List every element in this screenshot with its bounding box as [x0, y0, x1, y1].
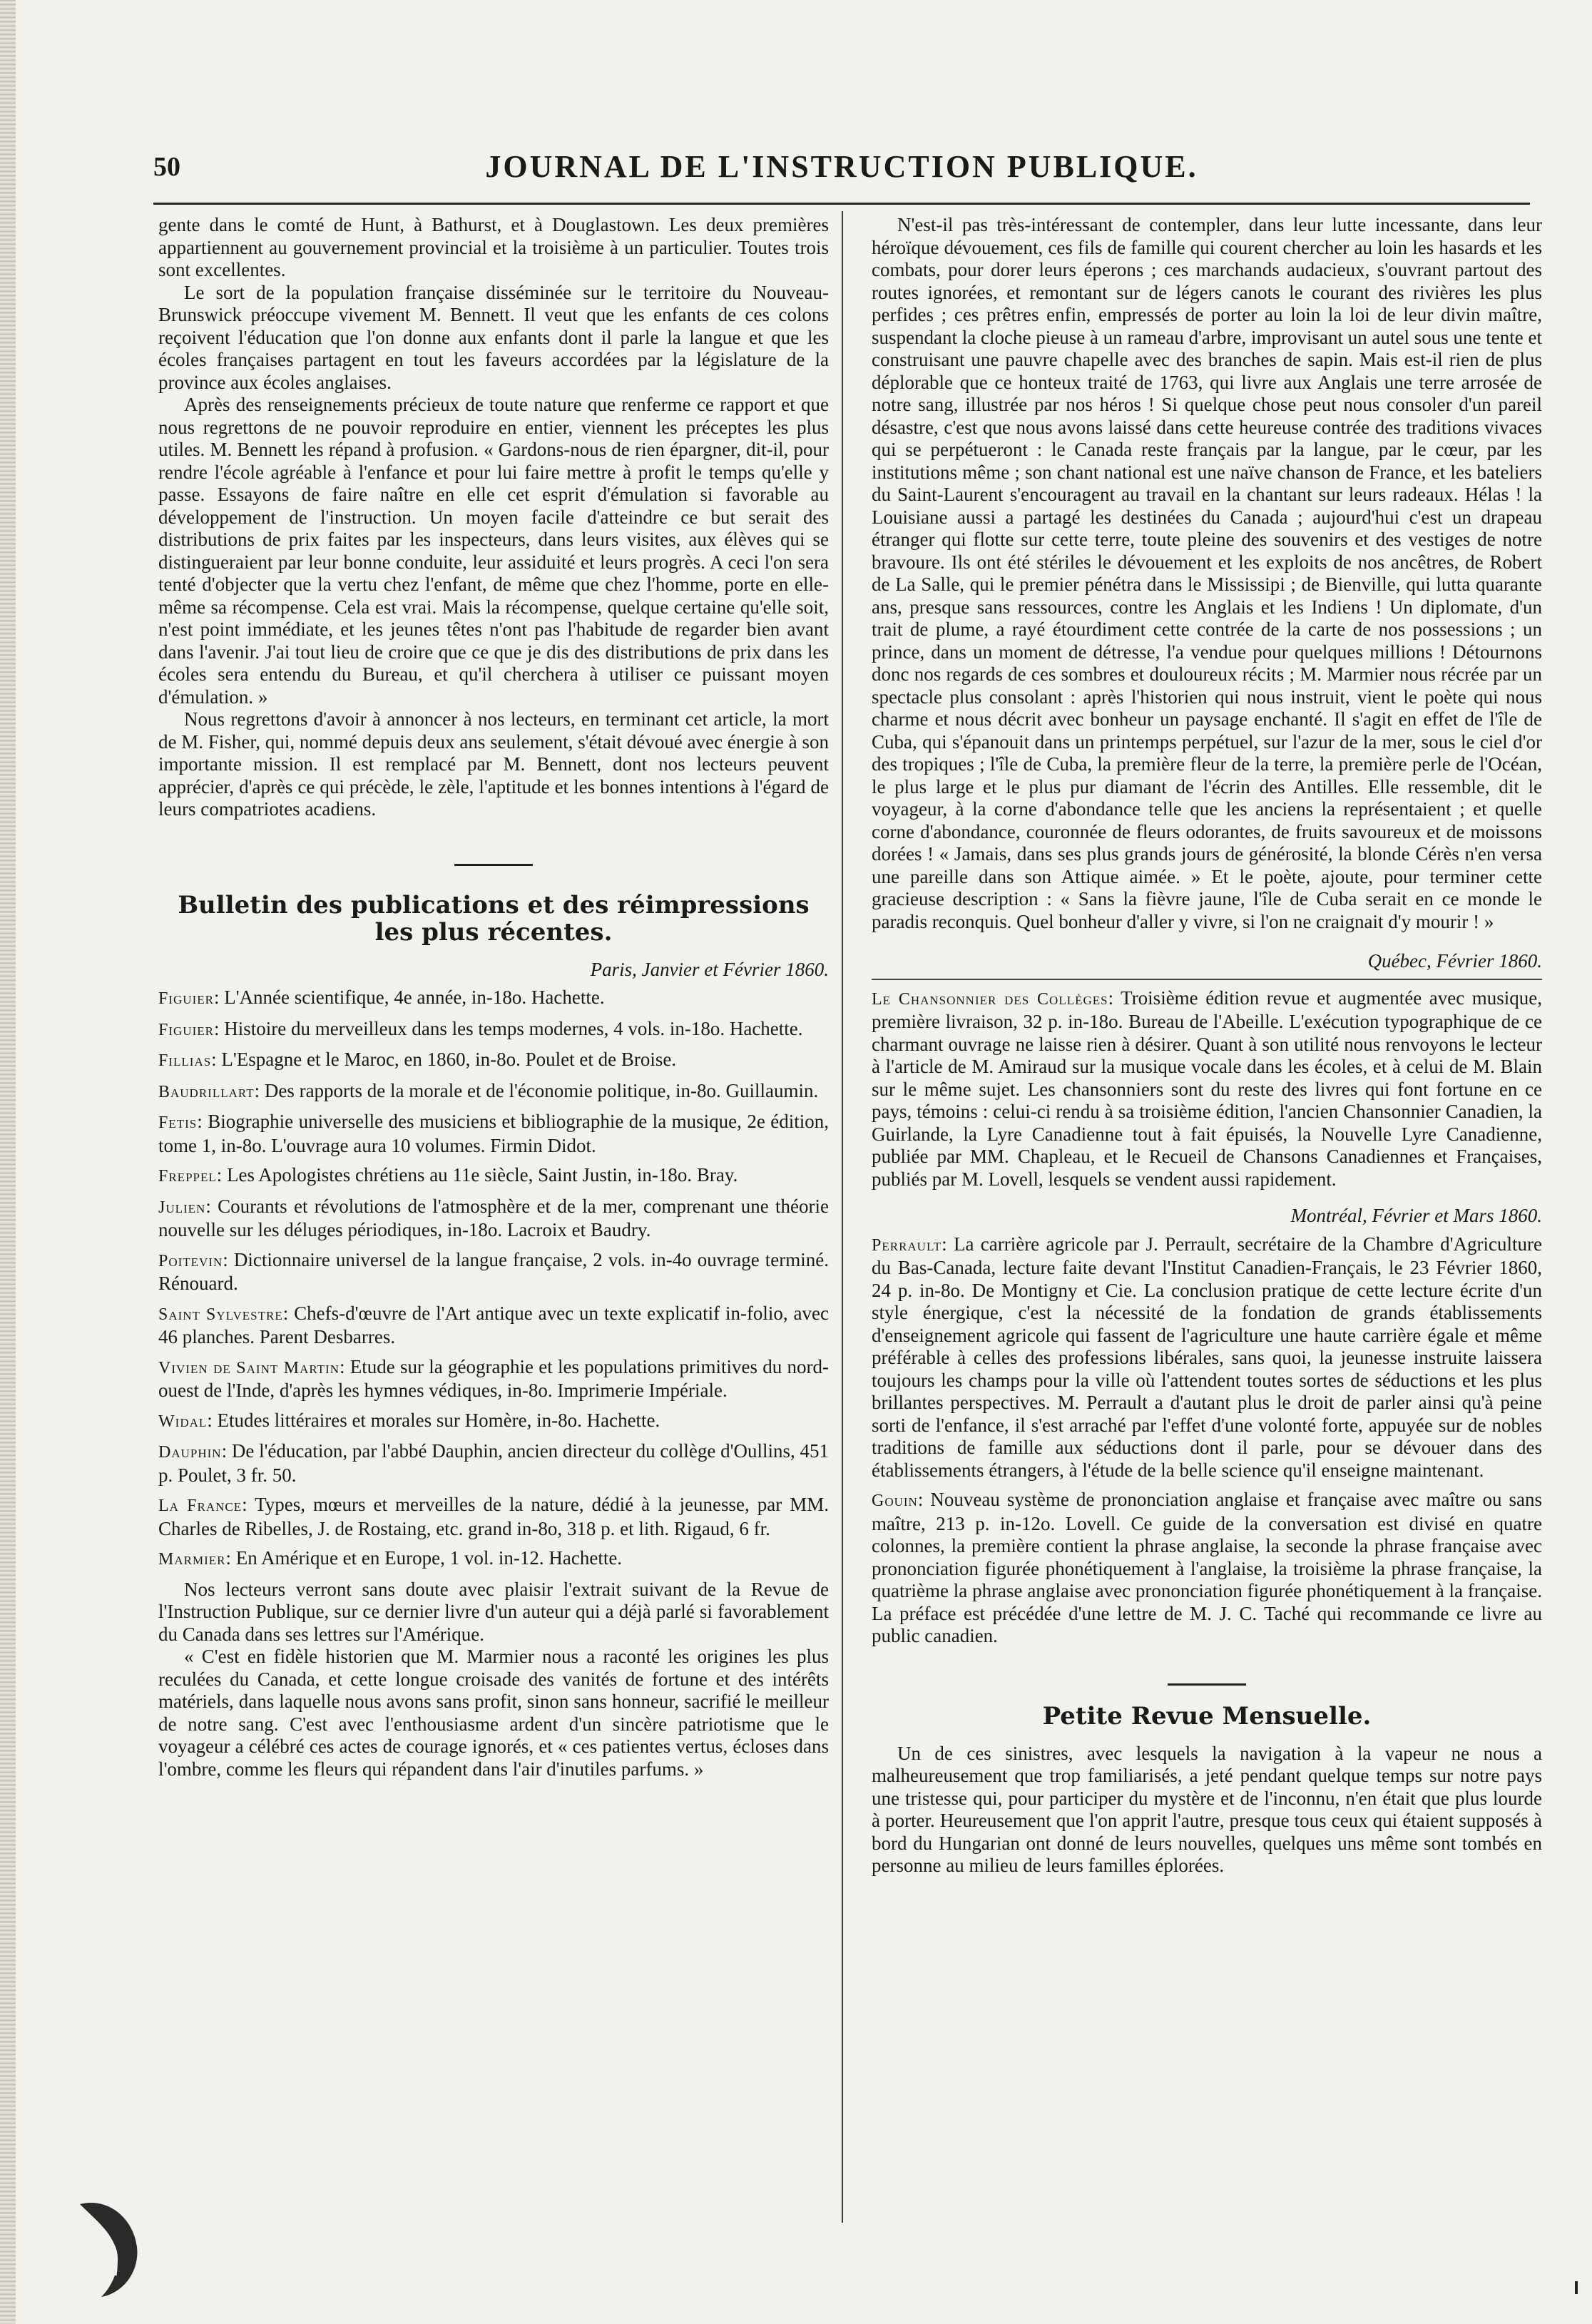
page-corner-mark	[1575, 2281, 1578, 2294]
dateline-rule	[872, 979, 1542, 980]
entry-text: : Chefs-d'œuvre de l'Art antique avec un texte explicatif in-folio, avec 46 planches. Parent Desbarres.	[158, 1302, 829, 1347]
entry-text: : Courants et révolutions de l'atmosphère et de la mer, comprenant une théorie nouvelle sur les déluges périodiques, in-18o. Lacroix et Baudry.	[158, 1195, 829, 1240]
entry-author: Dauphin	[158, 1443, 222, 1462]
entry-author: Widal	[158, 1412, 208, 1431]
page-binding-edge	[0, 0, 16, 2324]
entry-author: Julien	[158, 1198, 206, 1217]
entry-author: La France	[158, 1497, 243, 1515]
entry-author: Baudrillart	[158, 1082, 255, 1101]
entry-text: : Types, mœurs et merveilles de la nature, dédié à la jeunesse, par MM. Charles de Ribelles, J. de Rostaing, etc. grand in-8o, 318 p. et lith. Rigaud, 6 fr.	[158, 1494, 829, 1539]
entry-author: Perrault	[872, 1235, 942, 1255]
entry-text: : Histoire du merveilleux dans les temps modernes, 4 vols. in-18o. Hachette.	[213, 1017, 803, 1039]
bulletin-entry	[158, 1111, 829, 1157]
entry-text: : Troisième édition revue et augmentée avec musique, première livraison, 32 p. in-18o. Bureau de l'Abeille. L'exécution typographique de ce charmant ouvrage ne laisse rien à désirer. Quant à son utilité nous renvoyons le lecteur à l'article de M. Amiraud sur la musique vocale dans les écoles, et à celui de M. Blain sur le même sujet. Les chansonniers sont du reste des livres qui font fortune en ce pays, témoins : celui-ci rendu à sa troisième édition, l'ancien Chansonnier Canadien, la Guirlande, la Lyre Canadienne tout à fait épuisés, la Nouvelle Lyre Canadienne, publiée par MM. Chapleau, et le Recueil de Chansons Canadiennes et Françaises, publiés par M. Lovell, lesquels se vendent aussi rapidement.	[872, 987, 1542, 1190]
right-column	[872, 214, 1542, 2211]
entry-author: Gouin	[872, 1492, 918, 1510]
montreal-dateline: Montréal, Février et Mars 1860.	[1290, 1205, 1542, 1226]
bulletin-entry	[872, 1233, 1542, 1482]
page-header	[153, 143, 1530, 193]
revue-heading: Petite Revue Mensuelle.	[1042, 1701, 1372, 1731]
bulletin-entry	[158, 1164, 829, 1188]
entry-author: Le Chansonnier des Collèges	[872, 989, 1108, 1009]
article-paragraph: N'est-il pas très-intéressant de contempler, dans leur lutte incessante, dans leur héroïque dévouement, ces fils de famille qui courent chercher au loin les hasards et les combats, pour dorer leurs éperons ; ces marchands audacieux, s'ouvrant partout des routes ignorées, et remontant sur de légers canots le courant des rivières les plus perfides ; ces prêtres enfin, empressés de porter au loin la loi de leur divin maître, suspendant la cloche pieuse à un rameau d'arbre, improvisant un autel sous une tente et construisant une pauvre chapelle avec des branches de sapin. Mais est-il rien de plus déplorable que ce honteux traité de 1763, qui livre aux Anglais une terre arrosée de notre sang, illustrée par nos héros ! Si quelque chose peut nous consoler d'un pareil désastre, c'est que nous avons laissé dans cette heureuse contrée des traditions vivaces qui se perpétueront : le Canada reste français par la langue, par le cœur, par les institutions même ; son chant national est une naïve chanson de France, et les bateliers du Saint-Laurent s'encouragent au travail en la chantant sur leurs radeaux. Hélas ! la Louisiane aussi a partagé les destinées du Canada ; aujourd'hui c'est un drapeau étranger qui flotte sur cette terre, toute pleine des souvenirs et des vestiges de notre bravoure. Ils ont été stériles le dévouement et les exploits de nos ancêtres, de Robert de La Salle, qui le premier pénétra dans le Mississipi ; de Bienville, qui lutta quarante ans, presque sans ressources, contre les Anglais et les Indiens ! Un diplomate, d'un trait de plume, a rayé étourdiment cette contrée de la carte de nos possessions ; un prince, dans un moment de détresse, l'a vendue pour quelques millions ! Détournons donc nos regards de ces sombres et douloureux récits ; M. Marmier nous récrée par un spectacle plus consolant : après l'historien qui nous instruit, vient le poète qui nous charme et nous décrit avec bonheur un paysage enchanté. Il s'agit en effet de l'île de Cuba, qui s'épanouit dans un printemps perpétuel, sur l'azur de la mer, sous le ciel d'or des tropiques ; l'île de Cuba, la première fleur de la terre, la première perle de l'Océan, le plus large et le plus pur diamant de l'écrin des Antilles. Elle ressemble, dit le voyageur, à la corne d'abondance telle que les anciens la représentaient ; et quelle corne d'abondance, couronnée de fleurs odorantes, de fruits savoureux et de moissons dorées ! « Jamais, dans ses plus grands jours de générosité, la blonde Cérès n'en versa une pareille dans son Attique aimée. » Et le poète, ajoute, pour terminer cette gracieuse description : « Sans la fièvre jaune, l'île de Cuba serait en ce monde le paradis reconquis. Quel bonheur d'aller y vivre, si l'on ne craignait d'y mourir ! »	[872, 214, 1542, 932]
journal-title: JOURNAL DE L'INSTRUCTION PUBLIQUE.	[485, 149, 1198, 184]
bulletin-entry	[158, 1018, 829, 1042]
article-paragraph: « C'est en fidèle historien que M. Marmier nous a raconté les origines les plus reculées du Canada, et cette longue croisade des vanités de fortune et des intérêts matériels, dans laquelle nous avons sans profit, sinon sans honneur, sacrifié le meilleur de notre sang. C'est avec l'enthousiasme ardent d'un sincère patriotisme que le voyageur a célébré ces actes de courage ignorés, et « ces patientes vertus, écloses dans l'ombre, comme les fleurs qui répandent dans l'air d'inutiles parfums. »	[158, 1646, 829, 1780]
bulletin-heading: Bulletin des publications et des réimpressions les plus récentes.	[178, 890, 810, 947]
entry-text: : Dictionnaire universel de la langue française, 2 vols. in-4o ouvrage terminé. Rénouard.	[158, 1248, 829, 1294]
entry-text: : Etude sur la géographie et les populations primitives du nord-ouest de l'Inde, d'après les hymnes védiques, in-8o. Imprimerie Impériale.	[158, 1355, 829, 1401]
article-paragraph: Nos lecteurs verront sans doute avec plaisir l'extrait suivant de la Revue de l'Instruction Publique, sur ce dernier livre d'un auteur qui a déjà parlé si favorablement du Canada dans ses lettres sur l'Amérique.	[158, 1578, 829, 1645]
bulletin-dateline: Paris, Janvier et Février 1860.	[590, 958, 829, 980]
bulletin-entry	[872, 1489, 1542, 1648]
entry-text: : L'Année scientifique, 4e année, in-18o. Hachette.	[213, 987, 605, 1008]
article-paragraph: Nous regrettons d'avoir à annoncer à nos lecteurs, en terminant cet article, la mort de M. Fisher, qui, nommé depuis deux ans seulement, s'était dévoué avec énergie à son importante mission. Il est remplacé par M. Bennett, dont nos lecteurs peuvent apprécier, d'après ce qui précède, le zèle, l'aptitude et les bonnes intentions à l'égard de leurs compatriotes acadiens.	[158, 708, 829, 820]
bulletin-entry	[158, 1080, 829, 1104]
entry-text: : L'Espagne et le Maroc, en 1860, in-8o. Poulet et de Broise.	[211, 1049, 677, 1070]
entry-author: Marmier	[158, 1550, 226, 1569]
bulletin-entry	[158, 1356, 829, 1402]
entry-author: Figuier	[158, 989, 214, 1008]
entry-text: : Etudes littéraires et morales sur Homère, in-8o. Hachette.	[207, 1409, 660, 1431]
bulletin-entry	[158, 1249, 829, 1295]
column-divider	[842, 211, 843, 2223]
left-column	[158, 214, 829, 2211]
entry-author: Fillias	[158, 1051, 212, 1070]
entry-author: Poitevin	[158, 1251, 223, 1270]
article-paragraph: Après des renseignements précieux de toute nature que renferme ce rapport et que nous regrettons de ne pouvoir reproduire en entier, viennent les préceptes les plus utiles. M. Bennett les répand à profusion. « Gardons-nous de rien épargner, dit-il, pour rendre l'école agréable à l'enfance et pour lui faire mettre à profit le temps qu'elle y passe. Essayons de faire naître en elle cet esprit d'émulation si favorable au développement de l'instruction. Un moyen facile d'atteindre ce but serait des distributions de prix faites par les inspecteurs, dans leurs visites, aux élèves qui se distingueraient par leur bonne conduite, leur assiduité et leurs progrès. A ceci l'on sera tenté d'objecter que la vertu chez l'enfant, de même que chez l'homme, porte en elle-même sa récompense. Cela est vrai. Mais la récompense, quelque certaine qu'elle soit, n'est point immédiate, et les jeunes têtes n'ont pas l'habitude de regarder bien avant dans l'avenir. J'ai tout lieu de croire que ce que je dis des distributions de prix dans les écoles sera entendu du Bureau, et qu'il cherchera à utiliser ce puissant moyen d'émulation. »	[158, 394, 829, 708]
entry-text: : La carrière agricole par J. Perrault, secrétaire de la Chambre d'Agriculture du Bas-Canada, lecture faite devant l'Institut Canadien-Français, le 23 Février 1860, 24 p. in-8o. De Montigny et Cie. La conclusion pratique de cette lecture écrite d'un style énergique, c'est la nécessité de la fondation de grands établissements d'enseignement agricole qui fassent de l'agriculture une haute carrière égale et même préférable à celles des professions libérales, sans quoi, la jeunesse instruite laissera toujours les champs pour la ville où l'attendent toutes sortes de séductions et les plus brillantes perspectives. M. Perrault a d'autant plus le droit de parler ainsi qu'à peine sorti de l'enfance, il s'est arraché par l'effet d'une volonté forte, appuyée sur de nobles traditions de famille aux séductions dont il parle, pour se dévouer dans des établissements étrangers, à l'étude de la belle science qu'il enseigne maintenant.	[872, 1233, 1542, 1481]
header-rule	[153, 203, 1530, 205]
section-rule	[1168, 1683, 1246, 1686]
entry-text: : Des rapports de la morale et de l'économie politique, in-8o. Guillaumin.	[254, 1079, 819, 1101]
entry-author: Figuier	[158, 1020, 214, 1039]
article-paragraph: Un de ces sinistres, avec lesquels la navigation à la vapeur ne nous a malheureusement que trop familiarisés, a jeté pendant quelque temps sur notre pays une tristesse qui, pour participer du mystère et de l'inconnu, n'en était que plus lourde à porter. Heureusement que l'on apprit l'autre, presque tous ceux qui étaient supposés à bord du Hungarian ont donné de leurs nouvelles, quelques uns même sont tombés en personne au milieu de leurs familles éplorées.	[872, 1742, 1542, 1876]
entry-text: : De l'éducation, par l'abbé Dauphin, ancien directeur du collège d'Oullins, 451 p. Poulet, 3 fr. 50.	[158, 1440, 829, 1486]
quebec-dateline: Québec, Février 1860.	[1367, 950, 1542, 972]
section-rule	[454, 864, 533, 866]
entry-text: : Les Apologistes chrétiens au 11e siècle, Saint Justin, in-18o. Bray.	[216, 1164, 738, 1186]
entry-author: Saint Sylvestre	[158, 1305, 283, 1324]
bulletin-entry	[158, 1303, 829, 1349]
entry-author: Freppel	[158, 1167, 217, 1186]
entry-author: Vivien de Saint Martin	[158, 1358, 340, 1377]
bulletin-entry	[158, 1494, 829, 1540]
bulletin-entry	[158, 1196, 829, 1242]
entry-text: : En Amérique et en Europe, 1 vol. in-12. Hachette.	[225, 1547, 623, 1569]
bulletin-entries	[158, 987, 829, 1571]
article-paragraph: Le sort de la population française disséminée sur le territoire du Nouveau-Brunswick préoccupe vivement M. Bennett. Il veut que les enfants de ces colons reçoivent l'éducation que l'on donne aux enfants dont il parle la langue et que les écoles françaises partagent en tout les faveurs accordées par la législature de la province aux écoles anglaises.	[158, 281, 829, 393]
bulletin-entry	[158, 987, 829, 1011]
bulletin-entry	[158, 1440, 829, 1487]
page-number: 50	[153, 152, 180, 182]
bulletin-entry	[158, 1547, 829, 1571]
bulletin-entry	[872, 987, 1542, 1191]
printer-ornament-icon	[66, 2190, 151, 2304]
bulletin-entry	[158, 1049, 829, 1073]
entry-text: : Biographie universelle des musiciens et bibliographie de la musique, 2e édition, tome 1, in-8o. L'ouvrage aura 10 volumes. Firmin Didot.	[158, 1111, 829, 1156]
entry-text: : Nouveau système de prononciation anglaise et française avec maître ou sans maître, 213 p. in-12o. Lovell. Ce guide de la conversation est divisé en quatre colonnes, la première contient la phrase anglaise, la seconde la phrase française avec prononciation figurée phonétiquement à l'anglaise, la troisième la phrase française, la quatrième la phrase anglaise avec prononciation figurée phonétiquement à la française. La préface est précédée d'une lettre de M. J. C. Taché qui recommande ce livre au public canadien.	[872, 1489, 1542, 1646]
article-paragraph: gente dans le comté de Hunt, à Bathurst, et à Douglastown. Les deux premières appartiennent au gouvernement provincial et la troisième à un particulier. Toutes trois sont excellentes.	[158, 214, 829, 280]
bulletin-entry	[158, 1410, 829, 1434]
entry-author: Fetis	[158, 1113, 198, 1132]
